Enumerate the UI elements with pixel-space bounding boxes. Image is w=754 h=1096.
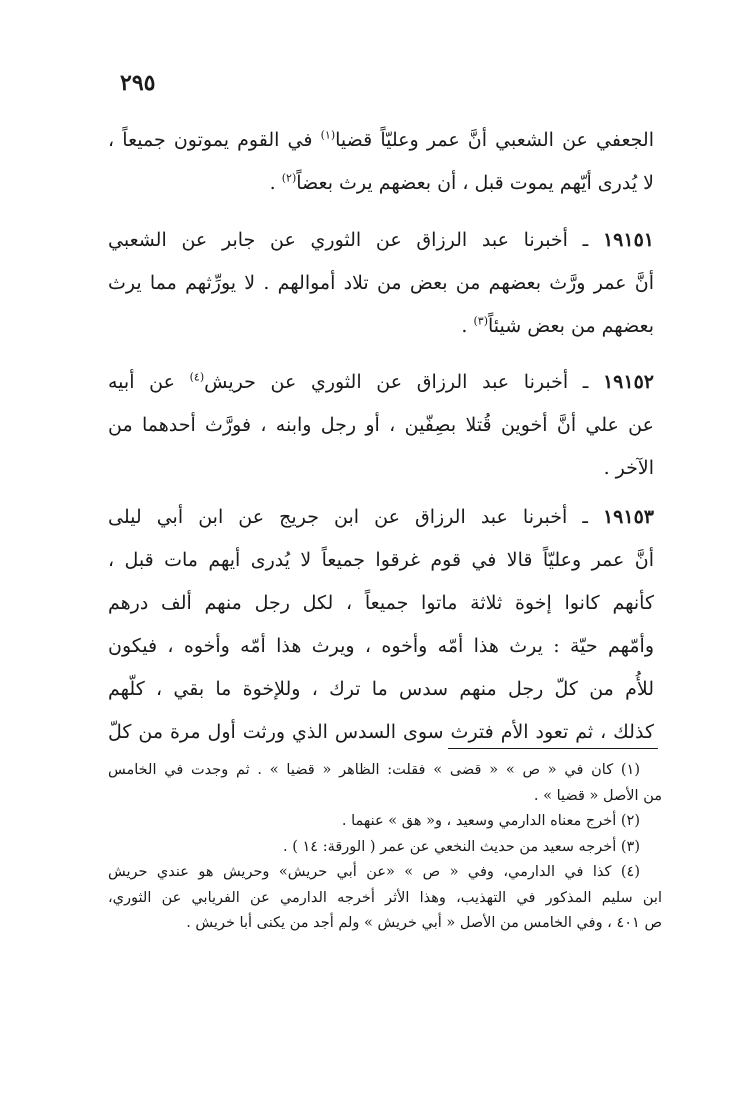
text-line: بعضهم من بعض شيئاً$^{(٣)}$ . [461, 314, 654, 337]
footnote-1 [108, 758, 662, 809]
hadith-number: ١٩١٥٢ [602, 371, 654, 393]
text-line: أنَّ عمر وعليّاً قالا في قوم غرقوا جميعاً لا يُدرى أيهم مات قبل ، [108, 549, 654, 571]
hadith-number: ١٩١٥٣ [602, 506, 654, 528]
hadith-number: ١٩١٥١ [602, 229, 654, 251]
text-line: وأمّهم حيّة : يرث هذا أمّه وأخوه ، ويرث هذا أمّه وأخوه ، فيكون [108, 635, 654, 657]
hadith-19151 [108, 219, 654, 348]
text-line: الجعفي عن الشعبي أنَّ عمر وعليّاً قضيا$^{(١)}$ في القوم يموتون جميعاً ، [108, 128, 654, 151]
footnote-divider [448, 748, 658, 749]
paragraph-continuation [108, 119, 654, 205]
footnote-line: (٤) كذا في الدارمي، وفي « ص » «عن أبي حريش» وحريش هو عندي حريش [108, 864, 640, 880]
text-line: ١٩١٥١ ـ أخبرنا عبد الرزاق عن الثوري عن جابر عن الشعبي [108, 229, 654, 251]
text-line: للأُم من كلّ رجل منهم سدس ما ترك ، وللإخوة ما بقي ، كلّهم [108, 678, 654, 700]
footnote-line: (٣) أخرجه سعيد من حديث النخعي عن عمر ( الورقة: ١٤ ) . [283, 838, 640, 855]
text-line: الآخر . [603, 457, 654, 479]
text-line: ١٩١٥٣ ـ أخبرنا عبد الرزاق عن ابن جريج عن ابن أبي ليلى [108, 506, 654, 528]
page-number: ٢٩٥ [120, 70, 156, 96]
hadith-19153 [108, 496, 654, 754]
footnote-line: (١) كان في « ص » « قضى » فقلت: الظاهر « قضيا » . ثم وجدت في الخامس [108, 762, 640, 778]
text-line: عن علي أنَّ أخوين قُتلا بصِفّين ، أو رجل وابنه ، فورَّث أحدهما من [108, 414, 654, 436]
footnote-line: ص ٤٠١ ، وفي الخامس من الأصل « أبي خريش » ولم أجد من يكنى أبا خريش . [186, 915, 662, 931]
text-line: أنَّ عمر ورَّث بعضهم من بعض من تلاد أموالهم . لا يورِّثهم مما يرث [108, 272, 654, 294]
text-line: كذلك ، ثم تعود الأم فترث سوى السدس الذي ورثت أول مرة من كلّ [108, 721, 654, 743]
footnote-line: (٢) أخرج معناه الدارمي وسعيد ، و« هق » عنهما . [341, 813, 640, 829]
footnote-3 [108, 835, 662, 861]
hadith-19152 [108, 361, 654, 490]
footnote-line: من الأصل « قضيا » . [533, 787, 662, 804]
text-line: ١٩١٥٢ ـ أخبرنا عبد الرزاق عن الثوري عن حريش$^{(٤)}$ عن أبيه [108, 370, 654, 393]
text-line: كأنهم كانوا إخوة ثلاثة ماتوا جميعاً ، لكل رجل منهم ألف درهم [108, 592, 654, 614]
footnote-line: ابن سليم المذكور في التهذيب، وهذا الأثر أخرجه الدارمي عن الفريابي عن الثوري، [108, 889, 662, 906]
footnotes [108, 758, 662, 937]
text-line: لا يُدرى أيّهم يموت قبل ، أن بعضهم يرث بعضاً$^{(٢)}$ . [269, 171, 654, 194]
footnote-4 [108, 860, 662, 937]
footnote-2 [108, 809, 662, 835]
